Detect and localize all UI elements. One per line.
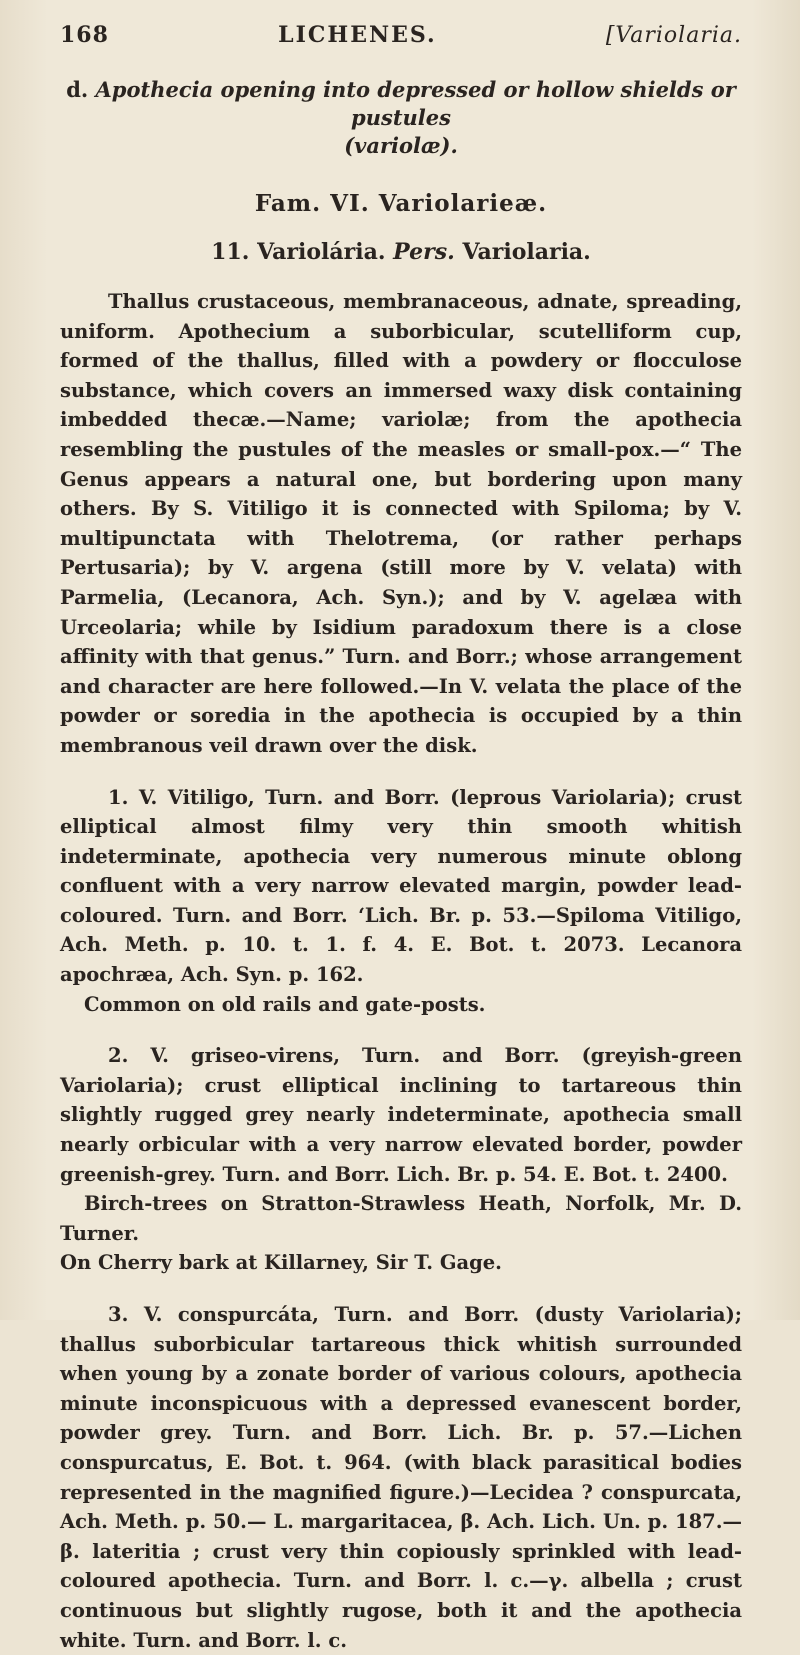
division-text: Apothecia opening into depressed or hollow shields or pustules: [95, 77, 736, 130]
genus-number: 11.: [211, 239, 250, 265]
species-locality-2a: Birch-trees on Stratton-Strawless Heath, Norfolk, Mr. D. Turner.: [60, 1192, 742, 1245]
species-entry-1: 1. V. Vitiligo, Turn. and Borr. (leprous Variolaria); crust elliptical almost filmy very thin smooth whitish indeterminate, apothecia very numerous minute oblong confluent with a very narrow elevated margin, powder lead-coloured. Turn. and Borr. ‘Lich. Br. p. 53.—Spiloma Vitiligo, Ach. Meth. p. 10. t. 1. f. 4. E. Bot. t. 2073. Lecanora apochræa, Ach. Syn. p. 162.: [60, 785, 742, 987]
genus-common-name: Variolaria.: [462, 239, 591, 265]
species-entry-3: 3. V. conspurcáta, Turn. and Borr. (dusty Variolaria); thallus suborbicular tartareous thick whitish surrounded when young by a zonate border of various colours, apothecia minute inconspicuous with a depressed evanescent border, powder grey. Turn. and Borr. Lich. Br. p. 57.—Lichen conspurcatus, E. Bot. t. 964. (with black parasitical bodies represented in the magnified figure.)—Lecidea ? conspurcata, Ach. Meth. p. 50.— L. margaritacea, β. Ach. Lich. Un. p. 187.—β. lateritia ; crust very thin copiously sprinkled with lead-coloured apothecia. Turn. and Borr. l. c.—γ. albella ; crust continuous but slightly rugose, both it and the apothecia white. Turn. and Borr. l. c.: [60, 1303, 742, 1652]
genus-heading: [60, 239, 742, 265]
genus-author: Pers.: [393, 239, 455, 265]
species-entry-2: 2. V. griseo-virens, Turn. and Borr. (greyish-green Variolaria); crust elliptical inclining to tartareous thin slightly rugged grey nearly indeterminate, apothecia small nearly orbicular with a very narrow elevated border, powder greenish-grey. Turn. and Borr. Lich. Br. p. 54. E. Bot. t. 2400.: [60, 1044, 742, 1186]
division-prefix: d.: [66, 77, 89, 102]
division-paren: (variolæ).: [344, 133, 458, 158]
page-number: 168: [60, 22, 109, 48]
family-heading: Fam. VI. Variolarieæ.: [254, 190, 548, 217]
running-title: LICHENES.: [278, 22, 437, 48]
section-label: [Variolaria.: [605, 23, 742, 48]
running-header: [60, 22, 742, 48]
division-heading: [60, 76, 742, 160]
species-locality-1: Common on old rails and gate-posts.: [84, 992, 486, 1016]
genus-name: Variolária.: [257, 239, 386, 265]
genus-description: Thallus crustaceous, membranaceous, adnate, spreading, uniform. Apothecium a suborbicular, scutelliform cup, formed of the thallus, filled with a powdery or flocculose substance, which covers an immersed waxy disk containing imbedded thecæ.—Name; variolæ; from the apothecia resembling the pustules of the measles or small-pox.—“ The Genus appears a natural one, but bordering upon many others. By S. Vitiligo it is connected with Spiloma; by V. multipunctata with Thelotrema, (or rather perhaps Pertusaria); by V. argena (still more by V. velata) with Parmelia, (Lecanora, Ach. Syn.); and by V. agelæa with Urceolaria; while by Isidium paradoxum there is a close affinity with that genus.” Turn. and Borr.; whose arrangement and character are here followed.—In V. velata the place of the powder or soredia in the apothecia is occupied by a thin membranous veil drawn over the disk.: [60, 290, 742, 757]
species-locality-2b: On Cherry bark at Killarney, Sir T. Gage.: [60, 1251, 502, 1275]
